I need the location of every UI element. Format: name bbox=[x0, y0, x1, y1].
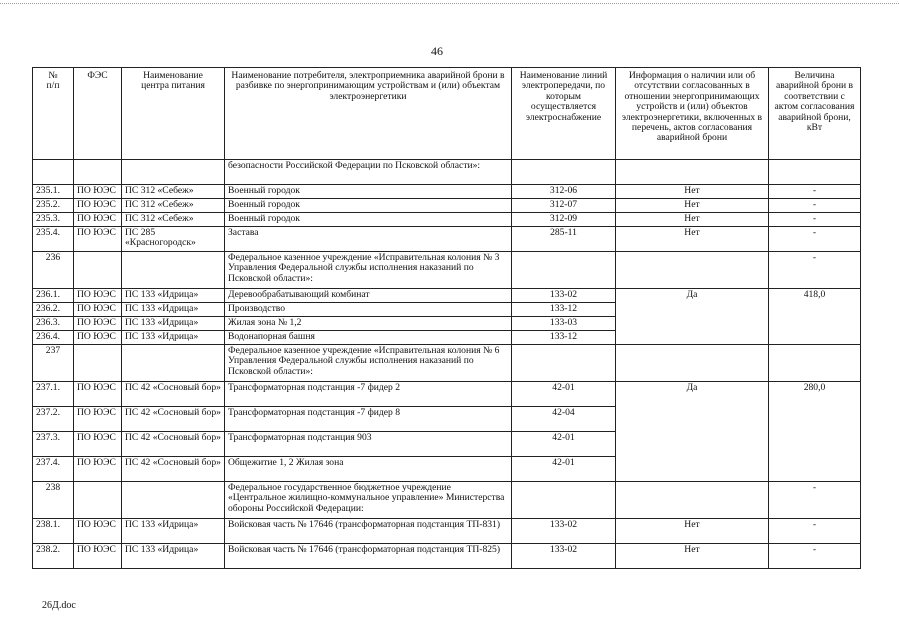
cell-value: - bbox=[769, 252, 861, 289]
cell-center: ПС 312 «Себеж» bbox=[122, 199, 225, 213]
cell-num: 237.3. bbox=[33, 432, 74, 457]
cell-fes: ПО ЮЭС bbox=[74, 303, 122, 317]
cell-fes: ПО ЮЭС bbox=[74, 382, 122, 407]
cell-consumer: Жилая зона № 1,2 bbox=[225, 317, 512, 331]
cell-info bbox=[616, 482, 769, 519]
cell-num: 237.1. bbox=[33, 382, 74, 407]
cell-line: 133-12 bbox=[512, 303, 616, 317]
cell-fes: ПО ЮЭС bbox=[74, 317, 122, 331]
table-body bbox=[33, 160, 861, 569]
cell-value: - bbox=[769, 227, 861, 252]
cell-fes: ПО ЮЭС bbox=[74, 331, 122, 345]
cell-line bbox=[512, 252, 616, 289]
cell-consumer: Войсковая часть № 17646 (трансформаторная подстанция ТП-831) bbox=[225, 519, 512, 544]
table-row bbox=[33, 185, 861, 199]
cell-center bbox=[122, 345, 225, 382]
cell-num bbox=[33, 160, 74, 185]
table-row bbox=[33, 345, 861, 382]
cell-num: 235.1. bbox=[33, 185, 74, 199]
cell-consumer: Трансформаторная подстанция -7 фидер 2 bbox=[225, 382, 512, 407]
scan-edge-line bbox=[0, 3, 899, 4]
cell-info bbox=[616, 252, 769, 289]
cell-line: 133-02 bbox=[512, 289, 616, 303]
cell-line: 42-04 bbox=[512, 407, 616, 432]
file-footer: 26Д.doc bbox=[42, 600, 76, 611]
cell-center: ПС 133 «Идрица» bbox=[122, 331, 225, 345]
cell-center: ПС 133 «Идрица» bbox=[122, 519, 225, 544]
cell-fes bbox=[74, 252, 122, 289]
cell-consumer: Деревообрабатывающий комбинат bbox=[225, 289, 512, 303]
table-row bbox=[33, 544, 861, 569]
cell-fes: ПО ЮЭС bbox=[74, 199, 122, 213]
cell-line: 133-02 bbox=[512, 544, 616, 569]
table-row bbox=[33, 289, 861, 303]
cell-consumer: Застава bbox=[225, 227, 512, 252]
reserve-table bbox=[32, 67, 861, 569]
cell-num: 236.3. bbox=[33, 317, 74, 331]
cell-line bbox=[512, 482, 616, 519]
cell-num: 235.2. bbox=[33, 199, 74, 213]
cell-line: 312-09 bbox=[512, 213, 616, 227]
cell-fes bbox=[74, 160, 122, 185]
cell-info bbox=[616, 160, 769, 185]
cell-consumer: Общежитие 1, 2 Жилая зона bbox=[225, 457, 512, 482]
table-row bbox=[33, 482, 861, 519]
table-header-row bbox=[33, 68, 861, 160]
cell-fes: ПО ЮЭС bbox=[74, 227, 122, 252]
cell-center: ПС 133 «Идрица» bbox=[122, 317, 225, 331]
header-fes-text: ФЭС bbox=[87, 70, 108, 81]
cell-center: ПС 285 «Красногородск» bbox=[122, 227, 225, 252]
cell-value: - bbox=[769, 199, 861, 213]
cell-line: 133-03 bbox=[512, 317, 616, 331]
header-num-text: № п/п bbox=[46, 70, 60, 92]
cell-line: 42-01 bbox=[512, 382, 616, 407]
header-center bbox=[122, 68, 225, 160]
cell-fes: ПО ЮЭС bbox=[74, 432, 122, 457]
cell-line: 285-11 bbox=[512, 227, 616, 252]
cell-fes: ПО ЮЭС bbox=[74, 185, 122, 199]
cell-value: - bbox=[769, 185, 861, 199]
cell-num: 237.2. bbox=[33, 407, 74, 432]
cell-consumer: Военный городок bbox=[225, 199, 512, 213]
cell-line: 133-02 bbox=[512, 519, 616, 544]
header-num bbox=[33, 68, 74, 160]
cell-fes: ПО ЮЭС bbox=[74, 457, 122, 482]
cell-line bbox=[512, 160, 616, 185]
cell-consumer: Военный городок bbox=[225, 185, 512, 199]
header-consumer bbox=[225, 68, 512, 160]
cell-info: Да bbox=[616, 382, 769, 482]
header-info-text: Информация о наличии или об отсутствии согласованных в отношении энергопринимающих устройств и (или) объектов электроэнергетики, включенных в перечень, актов согласования аварийной брони bbox=[621, 70, 763, 144]
cell-num: 236 bbox=[33, 252, 74, 289]
cell-num: 236.1. bbox=[33, 289, 74, 303]
page-number: 46 bbox=[431, 44, 443, 58]
header-line-text: Наименование линий электропередачи, по которым осуществляется электроснабжение bbox=[519, 70, 608, 123]
cell-info: Нет bbox=[616, 185, 769, 199]
cell-consumer: Трансформаторная подстанция 903 bbox=[225, 432, 512, 457]
cell-num: 238 bbox=[33, 482, 74, 519]
cell-num: 235.3. bbox=[33, 213, 74, 227]
table-row bbox=[33, 213, 861, 227]
cell-info bbox=[616, 345, 769, 382]
cell-consumer: безопасности Российской Федерации по Псковской области»: bbox=[225, 160, 512, 185]
header-fes bbox=[74, 68, 122, 160]
cell-num: 238.2. bbox=[33, 544, 74, 569]
cell-info: Нет bbox=[616, 544, 769, 569]
cell-center bbox=[122, 482, 225, 519]
cell-value: - bbox=[769, 519, 861, 544]
cell-value bbox=[769, 160, 861, 185]
cell-center: ПС 133 «Идрица» bbox=[122, 289, 225, 303]
cell-center: ПС 42 «Сосновый бор» bbox=[122, 382, 225, 407]
cell-center: ПС 42 «Сосновый бор» bbox=[122, 407, 225, 432]
cell-num: 236.2. bbox=[33, 303, 74, 317]
cell-num: 238.1. bbox=[33, 519, 74, 544]
cell-center: ПС 42 «Сосновый бор» bbox=[122, 457, 225, 482]
cell-num: 237.4. bbox=[33, 457, 74, 482]
table-row bbox=[33, 199, 861, 213]
cell-value: 418,0 bbox=[769, 289, 861, 345]
cell-line bbox=[512, 345, 616, 382]
cell-consumer: Войсковая часть № 17646 (трансформаторная подстанция ТП-825) bbox=[225, 544, 512, 569]
cell-consumer: Трансформаторная подстанция -7 фидер 8 bbox=[225, 407, 512, 432]
cell-fes: ПО ЮЭС bbox=[74, 519, 122, 544]
cell-center: ПС 133 «Идрица» bbox=[122, 303, 225, 317]
cell-value: 280,0 bbox=[769, 382, 861, 482]
header-info bbox=[616, 68, 769, 160]
cell-fes: ПО ЮЭС bbox=[74, 407, 122, 432]
cell-info: Нет bbox=[616, 199, 769, 213]
cell-value: - bbox=[769, 213, 861, 227]
header-line bbox=[512, 68, 616, 160]
header-consumer-text: Наименование потребителя, электроприемника аварийной брони в разбивке по энергопринимающим устройствам и (или) объектам электроэнергетики bbox=[231, 70, 505, 102]
cell-center: ПС 312 «Себеж» bbox=[122, 213, 225, 227]
header-value bbox=[769, 68, 861, 160]
table-row bbox=[33, 160, 861, 185]
cell-line: 42-01 bbox=[512, 432, 616, 457]
cell-value bbox=[769, 345, 861, 382]
cell-value: - bbox=[769, 482, 861, 519]
cell-consumer: Федеральное государственное бюджетное учреждение «Центральное жилищно-коммунальное управление» Министерства обороны Российской Федерации: bbox=[225, 482, 512, 519]
cell-consumer: Федеральное казенное учреждение «Исправительная колония № 3 Управления Федеральной службы исполнения наказаний по Псковской области»: bbox=[225, 252, 512, 289]
cell-info: Нет bbox=[616, 519, 769, 544]
cell-fes bbox=[74, 345, 122, 382]
cell-consumer: Производство bbox=[225, 303, 512, 317]
cell-line: 133-12 bbox=[512, 331, 616, 345]
cell-consumer: Водонапорная башня bbox=[225, 331, 512, 345]
table-row bbox=[33, 252, 861, 289]
header-center-text: Наименование центра питания bbox=[141, 70, 205, 92]
cell-line: 42-01 bbox=[512, 457, 616, 482]
cell-consumer: Федеральное казенное учреждение «Исправительная колония № 6 Управления Федеральной службы исполнения наказаний по Псковской области»: bbox=[225, 345, 512, 382]
table-row bbox=[33, 227, 861, 252]
cell-num: 237 bbox=[33, 345, 74, 382]
cell-line: 312-07 bbox=[512, 199, 616, 213]
cell-fes: ПО ЮЭС bbox=[74, 213, 122, 227]
cell-fes bbox=[74, 482, 122, 519]
cell-info: Нет bbox=[616, 213, 769, 227]
table-row bbox=[33, 519, 861, 544]
cell-center: ПС 133 «Идрица» bbox=[122, 544, 225, 569]
table-row bbox=[33, 382, 861, 407]
cell-center bbox=[122, 252, 225, 289]
cell-center: ПС 42 «Сосновый бор» bbox=[122, 432, 225, 457]
cell-info: Да bbox=[616, 289, 769, 345]
header-value-text: Величина аварийной брони в соответствии с актом согласования аварийной брони, кВт bbox=[774, 70, 855, 134]
cell-fes: ПО ЮЭС bbox=[74, 289, 122, 303]
cell-center: ПС 312 «Себеж» bbox=[122, 185, 225, 199]
cell-num: 235.4. bbox=[33, 227, 74, 252]
cell-line: 312-06 bbox=[512, 185, 616, 199]
cell-consumer: Военный городок bbox=[225, 213, 512, 227]
cell-fes: ПО ЮЭС bbox=[74, 544, 122, 569]
cell-info: Нет bbox=[616, 227, 769, 252]
cell-num: 236.4. bbox=[33, 331, 74, 345]
cell-center bbox=[122, 160, 225, 185]
cell-value: - bbox=[769, 544, 861, 569]
